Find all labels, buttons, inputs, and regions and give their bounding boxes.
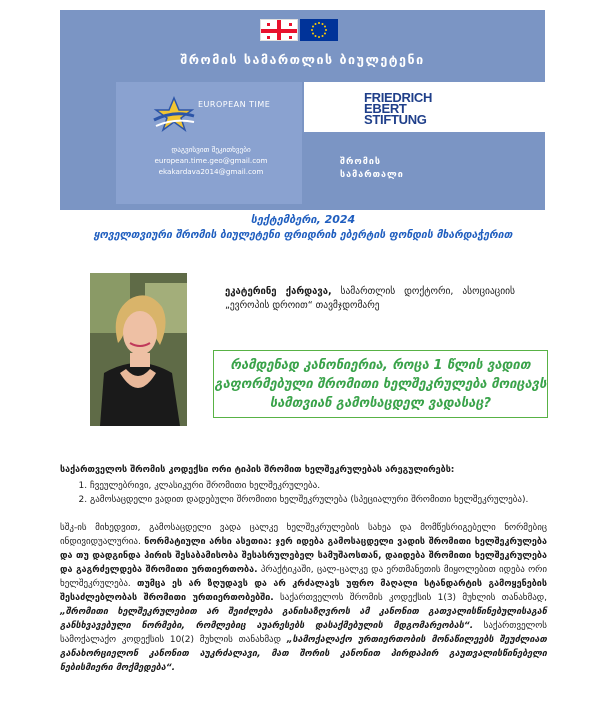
contacts	[126, 144, 296, 177]
article-paragraph	[60, 521, 547, 675]
fes-caption-line: შრომის	[340, 157, 382, 167]
para-text: საქართველოს შრომის კოდექსის 1(3) მუხლის თანახმად,	[280, 593, 547, 603]
european-time-logo-text: EUROPEAN TIME	[198, 100, 271, 109]
fes-logo-line: FRIEDRICH	[364, 90, 433, 105]
fes-caption-block	[304, 132, 545, 204]
author-credit	[225, 285, 515, 313]
fes-caption-line: სამართალი	[340, 170, 404, 180]
georgia-flag-icon	[260, 19, 298, 41]
contacts-label: დაგვისვით შეკითხვები	[171, 145, 251, 154]
para-text: პრაქტიკაში, ცალ-ცალკე და ერთმანეთის მიყოლებით იდება ორი ხელშეკრულება.	[60, 565, 547, 589]
fes-panel	[304, 82, 545, 204]
bulletin-title: შრომის სამართლის ბიულეტენი	[180, 52, 425, 67]
issue-date: სექტემბერი, 2024	[250, 213, 356, 226]
para-text: საქართველოს სამოქალაქო კოდექსის 10(2) მუხლის თანახმად	[60, 621, 547, 645]
list-item: 1. ჩვეულებრივი, კლასიკური შრომითი ხელშეკრულება.	[90, 479, 547, 493]
para-text: სშკ-ის მიხედვით, გამოსაცდელი ვადა ცალკე ხელშეკრულების სახეა და მომწესრიგებელი ნორმებიც ინდივიდუალურია.	[60, 523, 547, 547]
european-time-panel	[116, 82, 302, 204]
question-box: რამდენად კანონიერია, როცა 1 წლის ვადით გაფორმებული შრომითი ხელშეკრულება მოიცავს სამთვიან გამოსაცდელ ვადასაც?	[213, 350, 548, 418]
fes-logo	[364, 92, 432, 125]
fes-caption	[340, 156, 404, 182]
banner	[60, 10, 545, 210]
labour-code-quote: „შრომითი ხელშეკრულებით არ შეიძლება განისაზღვროს ამ კანონით გათვალისწინებულისაგან განსხვავებული ნორმები, რომლებიც აუარესებს დასაქმებულის მდგომარეობას“.	[60, 607, 547, 631]
eu-flag-icon	[300, 19, 338, 41]
contract-types-list	[60, 479, 547, 507]
para-bold: ნორმატიული არსი ასეთია: ჯერ იდება გამოსაცდელი ვადის შრომითი ხელშეკრულება და თუ დადგინდა პირის შესაბამისობა შესასრულებელ სამუშაოსთან, დაიდება შრომითი ხელშეკრულება და გაგრძელდება შრომითი ურთიერთობა.	[60, 537, 547, 575]
email-link[interactable]: european.time.geo@gmail.com	[154, 156, 268, 165]
fes-logo-line: EBERT	[364, 101, 407, 116]
author-description: სამართლის დოქტორი, ასოციაციის „ევროპის დროით“ თავმჯდომარე	[225, 286, 516, 311]
list-item: 2. გამოსაცდელი ვადით დადებული შრომითი ხელშეკრულება (სპეციალური შრომითი ხელშეკრულება).	[90, 493, 547, 507]
intro-text: საქართველოს შრომის კოდექსი ორი ტიპის შრომით ხელშეკრულებას არეგულირებს:	[60, 465, 455, 475]
article-body	[60, 463, 547, 675]
fes-logo-line: STIFTUNG	[364, 112, 427, 127]
author-photo	[90, 273, 187, 426]
email-link[interactable]: ekakardava2014@gmail.com	[158, 167, 264, 176]
author-name: ეკატერინე ქარდავა,	[225, 286, 332, 297]
issue-subtitle: ყოველთვიური შრომის ბიულეტენი ფრიდრიხ ებერტის ფონდის მხარდაჭერით	[93, 229, 513, 241]
european-time-logo-icon	[152, 96, 196, 132]
civil-code-quote: „სამოქალაქო ურთიერთობის მონაწილეებს შეუძლიათ განახორციელონ კანონით აუკრძალავი, მათ შორის კანონით პირდაპირ გაუთვალისწინებელი ნებისმიერი მოქმედება“.	[60, 635, 547, 673]
flags	[260, 19, 338, 41]
para-bold: თუმცა ეს არ ზღუდავს და არ კრძალავს უფრო მაღალი სტანდარტის გამოყენების შესაძლებლობას შრომითი ურთიერთობებში.	[60, 579, 547, 603]
